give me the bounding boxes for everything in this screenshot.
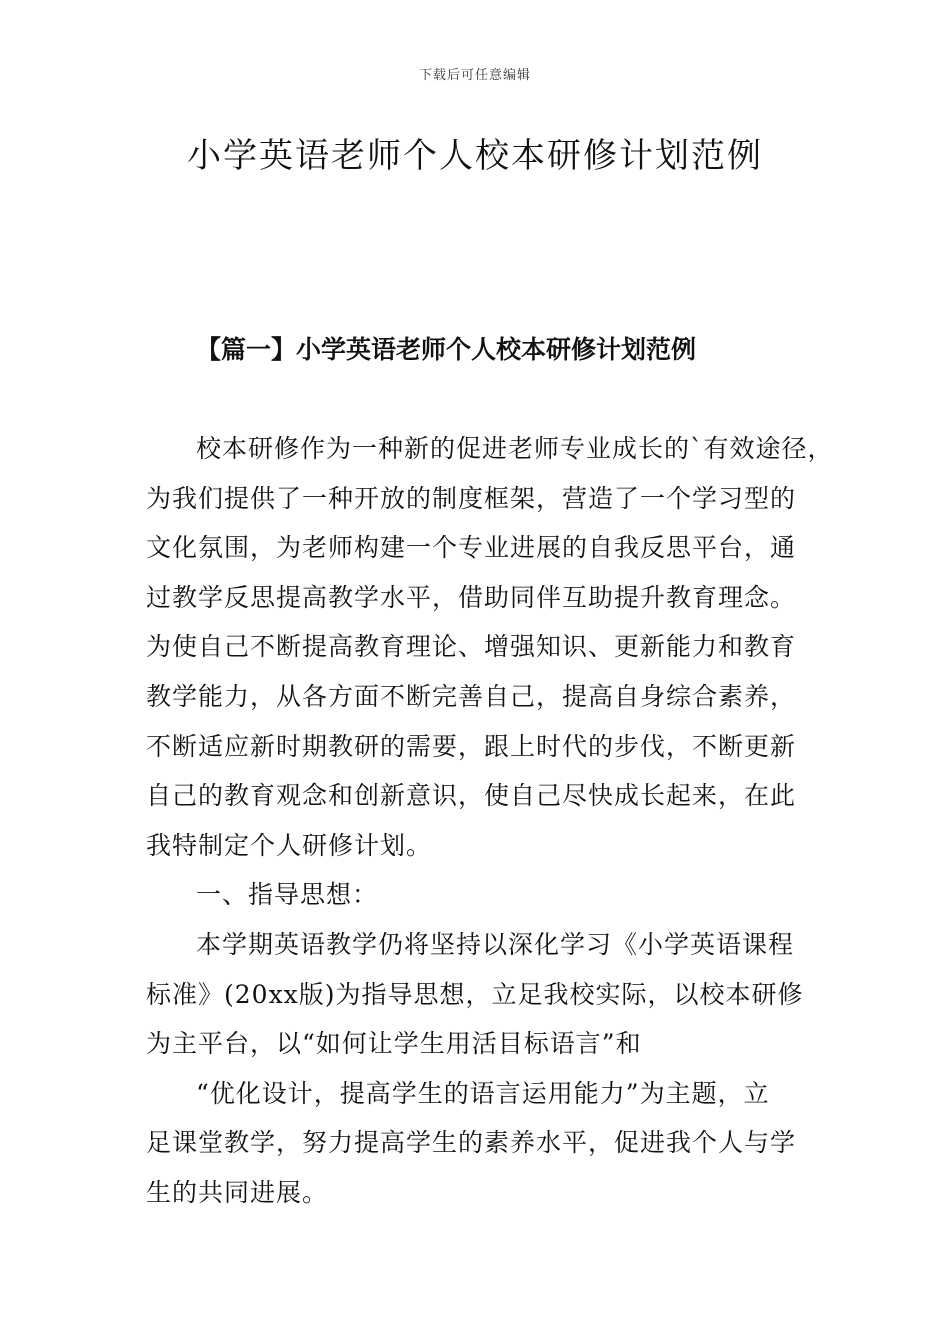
body-line: 我特制定个人研修计划。: [146, 830, 433, 860]
body-line: 不断适应新时期教研的需要，跟上时代的步伐，不断更新: [146, 731, 797, 761]
body-line: 为我们提供了一种开放的制度框架，营造了一个学习型的: [146, 483, 797, 513]
body-line: 校本研修作为一种新的促进老师专业成长的`有效途径，: [196, 434, 834, 463]
section-heading-guiding-ideology: 一、指导思想：: [196, 880, 379, 910]
body-line: 生的共同进展。: [146, 1177, 329, 1207]
body-line: 足课堂教学，努力提高学生的素养水平，促进我个人与学: [146, 1128, 797, 1158]
page-header-note: 下载后可任意编辑: [418, 68, 531, 83]
body-line: 本学期英语教学仍将坚持以深化学习《小学英语课程: [196, 929, 795, 959]
body-line: 为主平台，以“如何让学生用活目标语言”和: [146, 1029, 642, 1059]
document-body: [146, 424, 836, 1218]
body-line: 自己的教育观念和创新意识，使自己尽快成长起来，在此: [146, 781, 797, 811]
body-line: 文化氛围，为老师构建一个专业进展的自我反思平台，通: [146, 533, 797, 563]
section-title: 【篇一】小学英语老师个人校本研修计划范例: [196, 335, 697, 364]
body-line: “优化设计，提高学生的语言运用能力”为主题，立: [196, 1078, 770, 1108]
body-line: 教学能力，从各方面不断完善自己，提高自身综合素养，: [146, 681, 797, 711]
body-line: 标准》(20xx版)为指导思想，立足我校实际，以校本研修: [146, 979, 804, 1009]
document-title: 小学英语老师个人校本研修计划范例: [187, 136, 763, 176]
body-line: 过教学反思提高教学水平，借助同伴互助提升教育理念。: [146, 582, 797, 612]
body-line: 为使自己不断提高教育理论、增强知识、更新能力和教育: [146, 632, 797, 662]
